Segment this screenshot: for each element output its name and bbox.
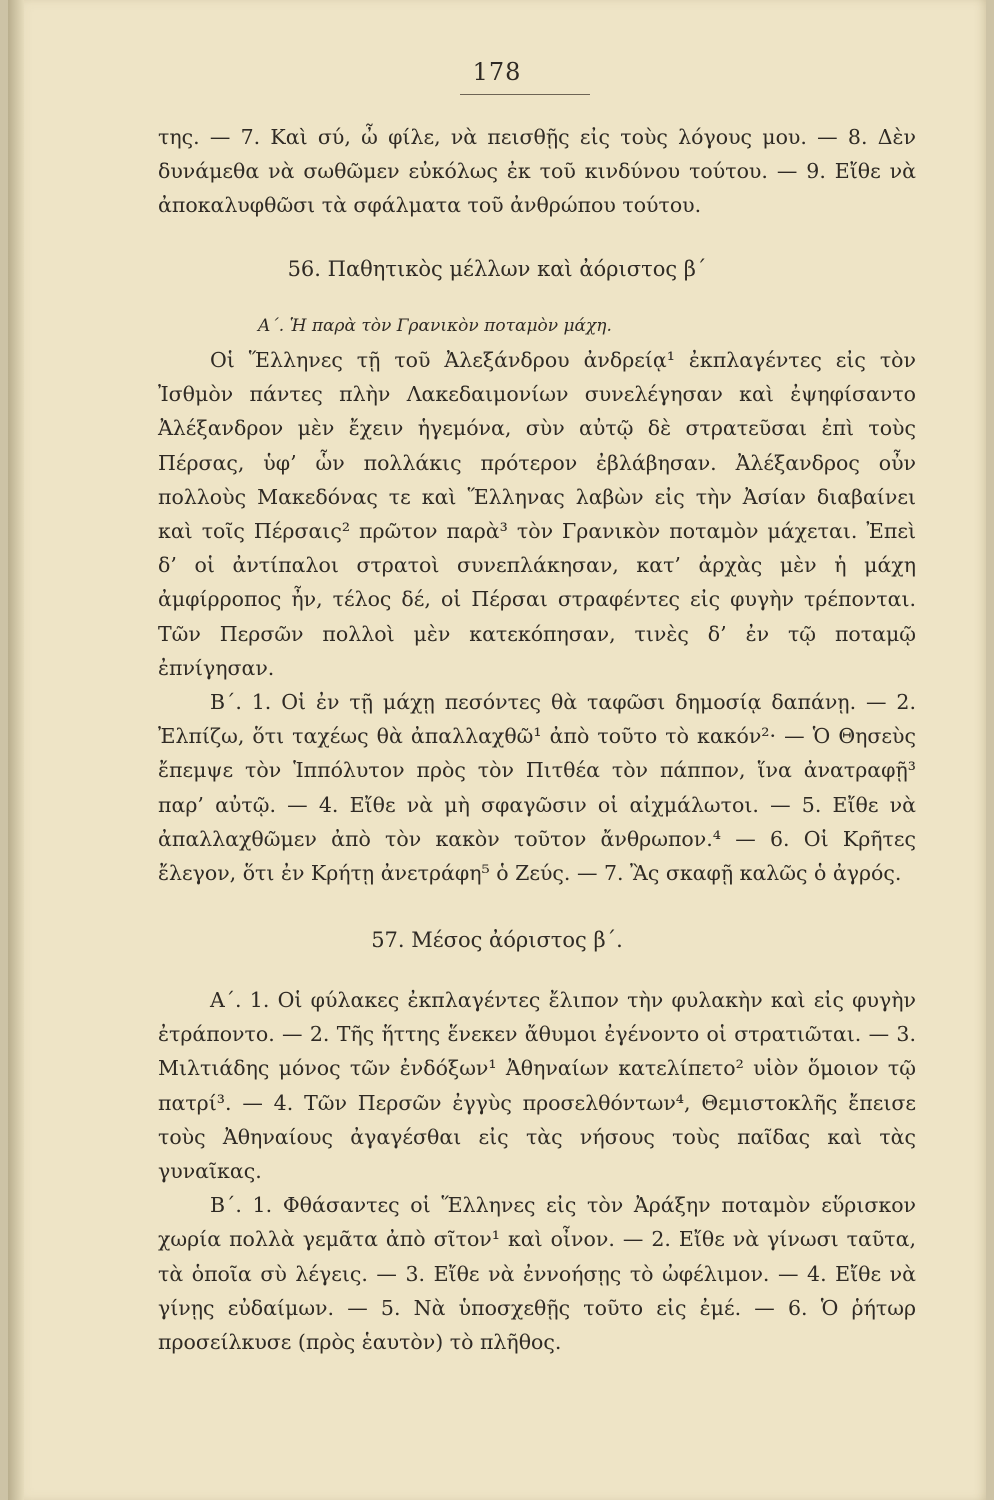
section-57-paragraph-a: Α΄. 1. Οἱ φύλακες ἐκπλαγέντες ἔλιπον τὴν φυλακὴν καὶ εἰς φυγὴν ἐτράποντο. — 2. Τῆς ἥττης ἕνεκεν ἄθυμοι ἐγένοντο οἱ στρατιῶται. — 3. Μιλτιάδης μόνος τῶν ἐνδόξων¹ Ἀθηναίων κατελίπετο² υἱὸν ὅμοιον τῷ πατρί³. — 4. Τῶν Περσῶν ἐγγὺς προσελθόντων⁴, Θεμιστοκλῆς ἔπεισε τοὺς Ἀθηναίους ἀγαγέσθαι εἰς τὰς νήσους τοὺς παῖδας καὶ τὰς γυναῖκας.: [158, 988, 916, 1184]
header-rule: [460, 94, 590, 95]
page-number: 178: [472, 58, 522, 86]
exercise-text: της. — 7. Καὶ σύ, ὦ φίλε, νὰ πεισθῇς εἰς τοὺς λόγους μου. — 8. Δὲν δυνάμεθα νὰ σωθῶμεν εὐκόλως ἐκ τοῦ κινδύνου τούτου. — 9. Εἴθε νὰ ἀποκαλυφθῶσι τὰ σφάλματα τοῦ ἀνθρώπου τούτου.: [158, 125, 916, 218]
section-56-paragraph-a: Οἱ Ἕλληνες τῇ τοῦ Ἀλεξάνδρου ἀνδρείᾳ¹ ἐκπλαγέντες εἰς τὸν Ἰσθμὸν πάντες πλὴν Λακεδαιμονίων συνελέγησαν καὶ ἐψηφίσαντο Ἀλέξανδρον μὲν ἔχειν ἡγεμόνα, σὺν αὐτῷ δὲ στρατεῦσαι ἐπὶ τοὺς Πέρσας, ὑφ’ ὧν πολλάκις πρότερον ἐβλάβησαν. Ἀλέξανδρος οὖν πολλοὺς Μακεδόνας τε καὶ Ἕλληνας λαβὼν εἰς τὴν Ἀσίαν διαβαίνει καὶ τοῖς Πέρσαις² πρῶτον παρὰ³ τὸν Γρανικὸν ποταμὸν μάχεται. Ἐπεὶ δ’ οἱ ἀντίπαλοι στρατοὶ συνεπλάκησαν, κατ’ ἀρχὰς μὲν ἡ μάχη ἀμφίρροπος ἦν, τέλος δέ, οἱ Πέρσαι στραφέντες εἰς φυγὴν τρέπονται. Τῶν Περσῶν πολλοὶ μὲν κατεκόπησαν, τινὲς δ’ ἐν τῷ ποταμῷ ἐπνίγησαν.: [158, 348, 916, 680]
page-gutter-shadow: [8, 0, 24, 1500]
section-57-body: [158, 983, 916, 1359]
section-57-paragraph-b: Β΄. 1. Φθάσαντες οἱ Ἕλληνες εἰς τὸν Ἀράξην ποταμὸν εὕρισκον χωρία πολλὰ γεμᾶτα ἀπὸ σῖτον¹ καὶ οἶνον. — 2. Εἴθε νὰ γίνωσι ταῦτα, τὰ ὁποῖα σὺ λέγεις. — 3. Εἴθε νὰ ἐννοήσῃς τὸ ὠφέλιμον. — 4. Εἴθε νὰ γίνῃς εὐδαίμων. — 5. Νὰ ὑποσχεθῇς τοῦτο εἰς ἐμέ. — 6. Ὁ ῥήτωρ προσείλκυσε (πρὸς ἑαυτὸν) τὸ πλῆθος.: [158, 1193, 916, 1355]
section-56-subheading: Α΄. Ἡ παρὰ τὸν Γρανικὸν ποταμὸν μάχη.: [258, 316, 612, 336]
section-57-heading: 57. Μέσος ἀόριστος β΄.: [371, 928, 623, 952]
section-56-heading: 56. Παθητικὸς μέλλων καὶ ἀόριστος β΄: [287, 257, 707, 281]
exercise-continuation: [158, 120, 916, 223]
section-56-paragraph-b: Β΄. 1. Οἱ ἐν τῇ μάχῃ πεσόντες θὰ ταφῶσι δημοσίᾳ δαπάνῃ. — 2. Ἐλπίζω, ὅτι ταχέως θὰ ἀπαλλαχθῶ¹ ἀπὸ τοῦτο τὸ κακόν²· — Ὁ Θησεὺς ἔπεμψε τὸν Ἱππόλυτον πρὸς τὸν Πιτθέα τὸν πάππον, ἵνα ἀνατραφῇ³ παρ’ αὐτῷ. — 4. Εἴθε νὰ μὴ σφαγῶσιν οἱ αἰχμάλωτοι. — 5. Εἴθε νὰ ἀπαλλαχθῶμεν ἀπὸ τὸν κακὸν τοῦτον ἄνθρωπον.⁴ — 6. Οἱ Κρῆτες ἔλεγον, ὅτι ἐν Κρήτῃ ἀνετράφη⁵ ὁ Ζεύς. — 7. Ἂς σκαφῇ καλῶς ὁ ἀγρός.: [158, 690, 916, 886]
section-56-body: [158, 343, 916, 890]
book-page: [8, 0, 986, 1500]
